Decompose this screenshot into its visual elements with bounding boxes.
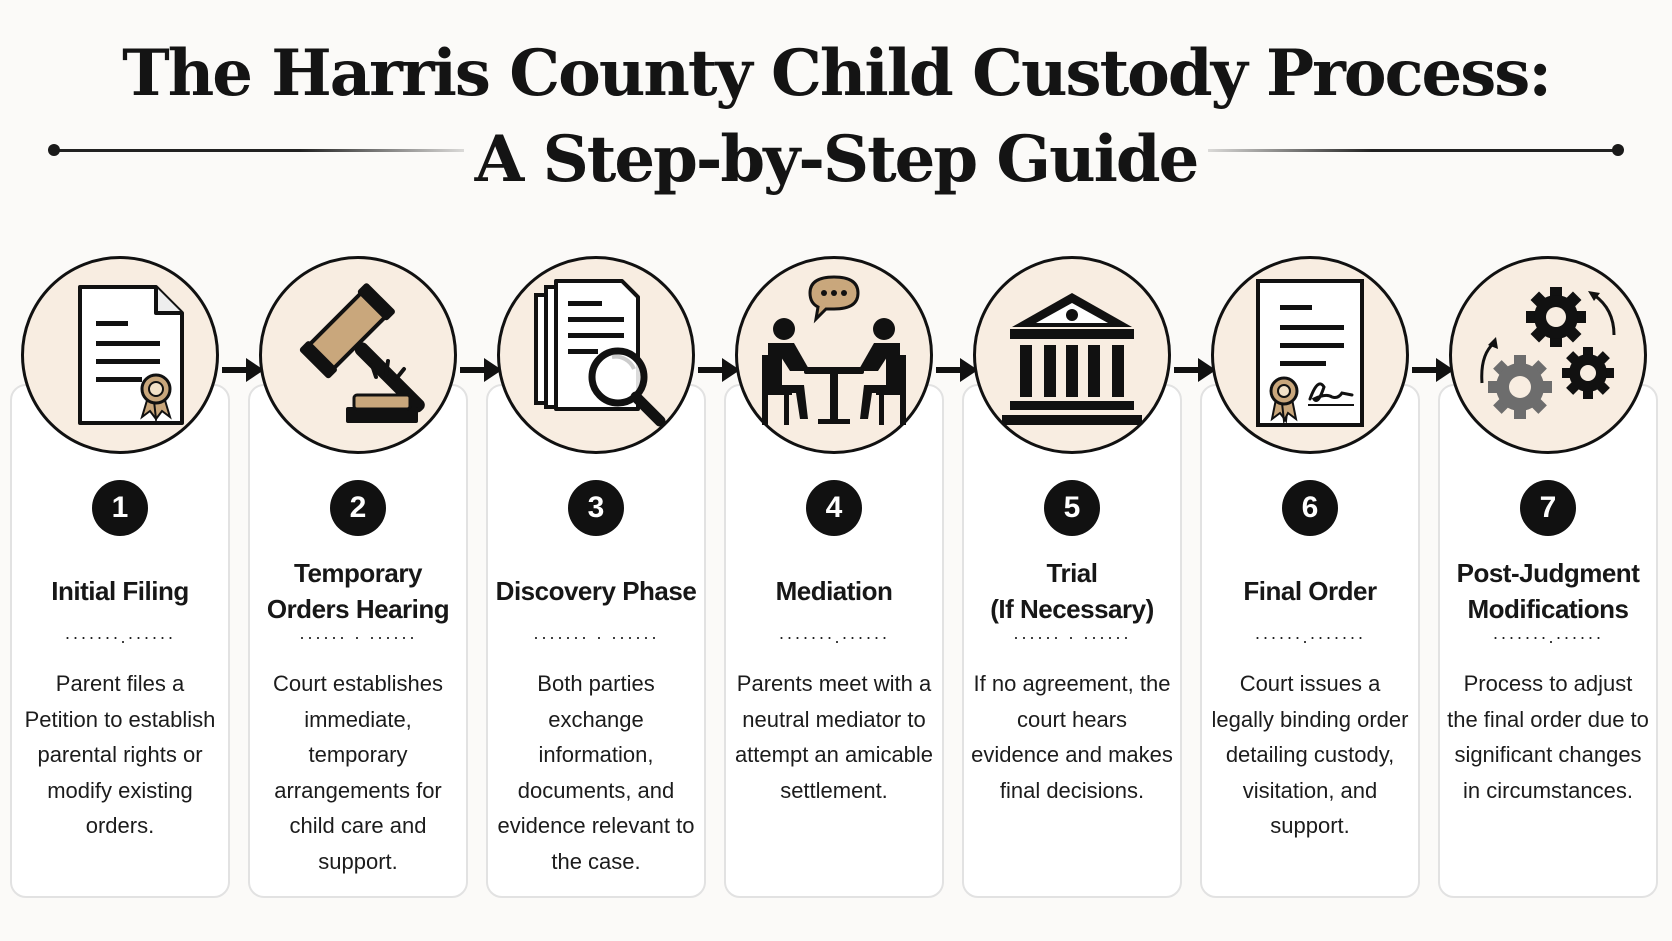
arrow-right-icon (1174, 358, 1216, 382)
step-number-badge-6: 6 (1282, 480, 1338, 536)
step-number-badge-7: 7 (1520, 480, 1576, 536)
step-icon-circle-5 (973, 256, 1171, 454)
dotted-separator: ·······.······ (64, 627, 176, 647)
step-number-badge-5: 5 (1044, 480, 1100, 536)
step-icon-circle-6 (1211, 256, 1409, 454)
step-description-7: Process to adjust the final order due to significant changes in circumstances. (1447, 671, 1649, 803)
step-icon-circle-3 (497, 256, 695, 454)
step-description-6: Court issues a legally binding order detailing custody, visitation, and support. (1211, 671, 1409, 838)
arrow-right-icon (222, 358, 264, 382)
arrow-right-icon (698, 358, 740, 382)
step-title-4: Mediation (775, 576, 893, 606)
documents-magnifier-icon (500, 259, 692, 451)
step-icon-circle-1 (21, 256, 219, 454)
step-icon-circle-4 (735, 256, 933, 454)
step-description-4: Parents meet with a neutral mediator to attempt an amicable settlement. (734, 671, 934, 803)
dotted-separator: ······ · ······ (1013, 627, 1131, 647)
arrow-right-icon (460, 358, 502, 382)
step-title-3: Discovery Phase (495, 576, 697, 606)
step-description-2: Court establishes immediate, temporary arrangements for child care and support. (273, 671, 443, 874)
courthouse-icon (976, 259, 1168, 451)
signed-order-icon (1214, 259, 1406, 451)
step-description-5: If no agreement, the court hears evidence and makes final decisions. (971, 671, 1173, 803)
step-title-5: Trial (If Necessary) (990, 558, 1154, 624)
document-seal-icon (24, 259, 216, 451)
dotted-separator: ·······.······ (1492, 627, 1604, 647)
step-description-1: Parent files a Petition to establish parental rights or modify existing orders. (24, 671, 216, 838)
step-title-2: Temporary Orders Hearing (266, 558, 450, 624)
dotted-separator: ······.······· (1254, 627, 1366, 647)
step-number-badge-2: 2 (330, 480, 386, 536)
step-description-3: Both parties exchange information, documents, and evidence relevant to the case. (497, 671, 695, 874)
page-title: The Harris County Child Custody Process: (122, 36, 1550, 111)
step-title-1: Initial Filing (51, 576, 189, 606)
arrow-right-icon (1412, 358, 1454, 382)
mediation-table-icon (738, 259, 930, 451)
step-title-6: Final Order (1243, 576, 1377, 606)
step-icon-circle-2 (259, 256, 457, 454)
step-number-badge-1: 1 (92, 480, 148, 536)
gavel-icon (262, 259, 454, 451)
step-title-7: Post-Judgment Modifications (1456, 558, 1640, 624)
step-icon-circle-7 (1449, 256, 1647, 454)
dotted-separator: ······· · ······ (533, 627, 659, 647)
dotted-separator: ·······.······ (778, 627, 890, 647)
dotted-separator: ······ · ······ (299, 627, 417, 647)
page-subtitle: A Step-by-Step Guide (474, 122, 1198, 197)
step-number-badge-4: 4 (806, 480, 862, 536)
step-number-badge-3: 3 (568, 480, 624, 536)
arrow-right-icon (936, 358, 978, 382)
gears-icon (1452, 259, 1644, 451)
